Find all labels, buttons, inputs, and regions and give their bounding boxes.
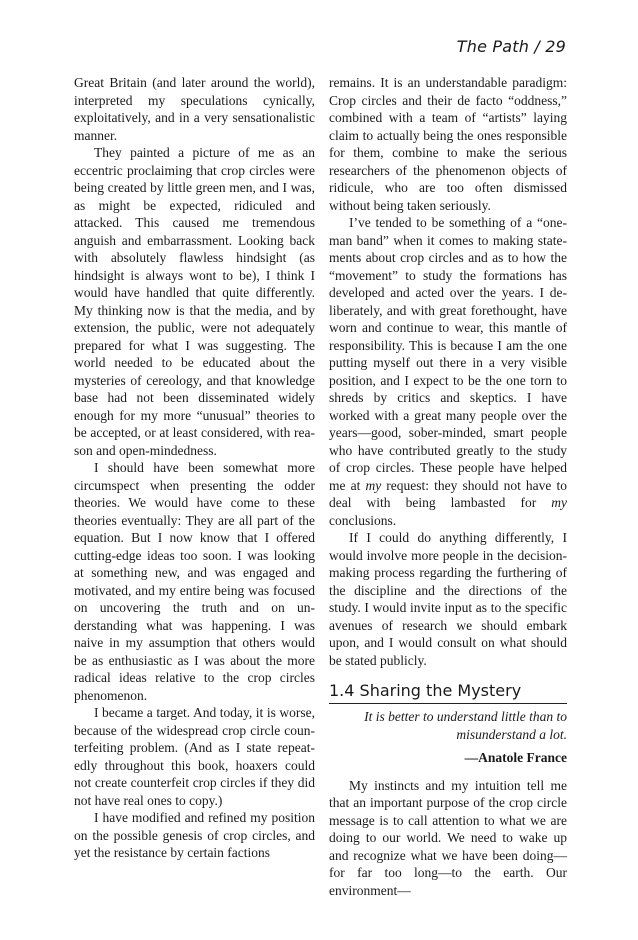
- right-column: [329, 74, 567, 899]
- epigraph-line: misunderstand a lot.: [456, 726, 567, 742]
- left-column: [74, 74, 315, 862]
- paragraph: They painted a picture of me as an eccentric proclaiming that crop circles were being created by little green men, and I was, as might be expected, ridiculed and attacked. This caused me tremendous anguish and embarrassment. Looking back with absolutely flawless hindsight (as hindsight is always wont to be), I think I would have handled that quite differently. My thinking now is that the media, and by extension, the public, were not adequately prepared for what I was suggesting. The world needed to be educated about the mysteries of cereology, and that knowledge base had not been disseminated widely enough for my more “unusual” theories to be accepted, or at least considered, with reason and open-mindedness.: [74, 145, 315, 458]
- section-heading: 1.4 Sharing the Mystery: [329, 681, 567, 704]
- paragraph: I have modified and refined my position on the possible genesis of crop circles, and yet the resistance by certain factions: [74, 810, 315, 860]
- paragraph: remains. It is an understandable paradigm: Crop circles and their de facto “oddness,” combined with a team of “artists” laying claim to actually being the ones responsible for them, combine to make the serious researchers of the phenomenon objects of ridicule, who are too often dismissed without being taken seriously.: [329, 75, 567, 213]
- emphasis: my: [365, 477, 382, 493]
- emphasis: my: [551, 495, 567, 510]
- paragraph-text: conclusions.: [329, 512, 397, 528]
- paragraph: [329, 214, 567, 529]
- epigraph-line: It is better to understand little than to: [364, 709, 567, 724]
- paragraph: I became a target. And today, it is worse, because of the widespread crop circle counterfeiting problem. (And as I state repeatedly throughout this book, hoaxers could not create counterfeit crop circles if they did not have real ones to copy.): [74, 705, 315, 808]
- epigraph: [329, 708, 567, 743]
- paragraph-text: I’ve tended to be something of a “one-man band” when it comes to making statements about crop circles and as to how the “movement” to study the formations has developed and acted over the years. I deliberately, and with great forethought, have worn and continue to wear, this mantle of responsibility. This is because I am the one putting myself out there in a very visible position, and I expect to be the one torn to shreds by critics and skeptics. I have worked with a great many people over the years—good, sober-minded, smart people who have contributed greatly to the study of crop circles. These people have helped me at: [329, 215, 567, 493]
- paragraph: I should have been somewhat more circumspect when presenting the odder theories. We would have come to these theories eventually: They are all part of the equation. But I now know that I offered cutting-edge ideas too soon. I was looking at something new, and was engaged and motivated, and my entire being was focused on uncovering the truth and on understanding what was happening. I was naive in my assumption that others would be as enthusiastic as I was about the more radical ideas relative to the crop circles phenomenon.: [74, 460, 315, 703]
- paragraph: My instincts and my intuition tell me that an important purpose of the crop circle message is to call attention to what we are doing to our world. We need to wake up and recognize what we have been doing—for far too long—to the earth. Our environment—: [329, 777, 567, 898]
- paragraph: If I could do anything differently, I would involve more people in the decision-making process regarding the furthering of the discipline and the directions of the study. I would invite input as to the specific avenues of research we should embark upon, and I would consult on what should be stated publicly.: [329, 530, 567, 668]
- epigraph-author: —Anatole France: [464, 750, 567, 765]
- running-head: The Path / 29: [456, 37, 566, 56]
- paragraph-text: request: they should not have to deal with being lambasted for: [329, 477, 568, 510]
- paragraph: Great Britain (and later around the world), interpreted my speculations cynically, exploitatively, and in a very sensationalistic manner.: [74, 75, 315, 143]
